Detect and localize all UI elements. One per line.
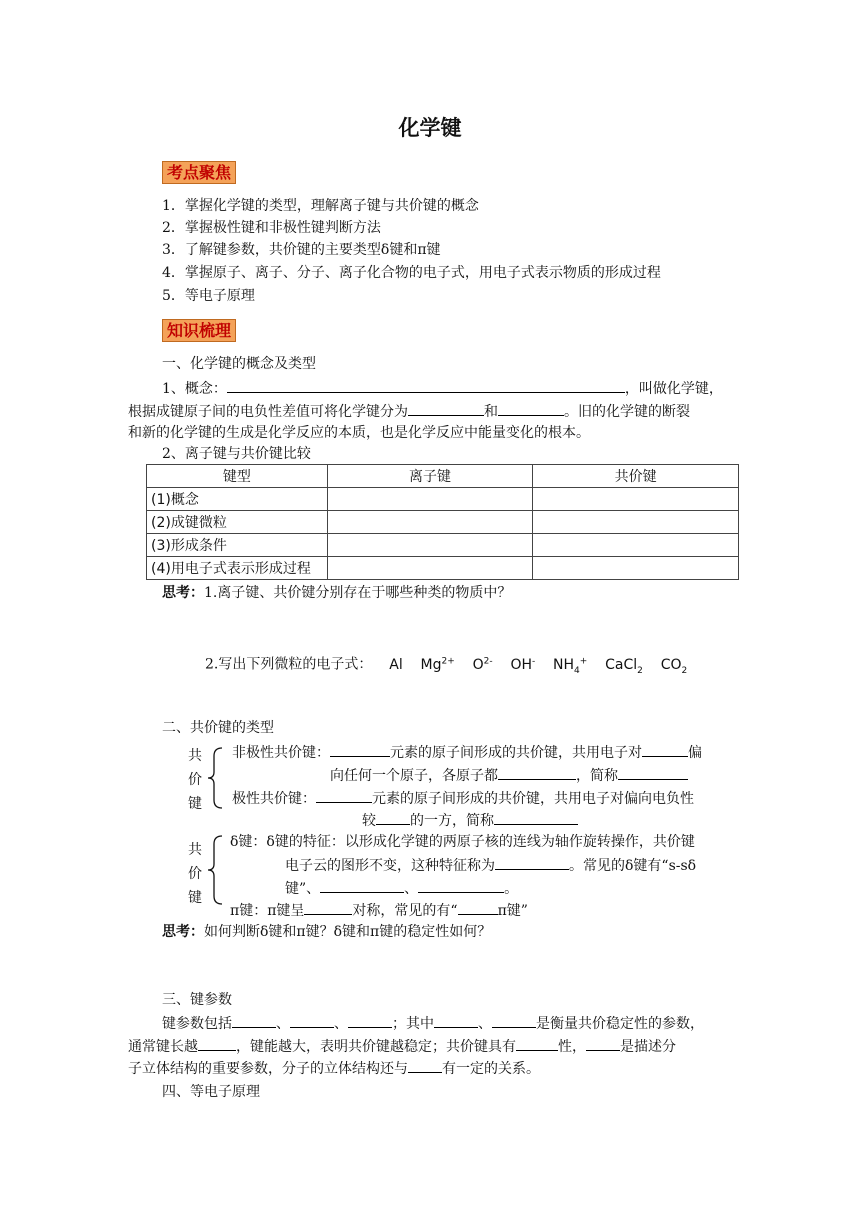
fill-blank	[418, 878, 504, 893]
char: 价	[188, 772, 202, 788]
knowledge-tag-label: 知识梳理	[162, 319, 236, 342]
focus-item: 4．掌握原子、离子、分子、离子化合物的电子式，用电子式表示物质的形成过程	[162, 265, 661, 281]
row-label: (2)成键微粒	[147, 511, 328, 534]
empty-cell	[327, 557, 533, 580]
fill-blank	[618, 765, 688, 780]
species-list	[389, 656, 688, 676]
table-row	[147, 534, 739, 557]
table-row	[147, 557, 739, 580]
focus-tag	[162, 160, 236, 183]
char: 键	[188, 796, 202, 812]
species-item: NH	[553, 656, 575, 673]
row-label: (4)用电子式表示形成过程	[147, 557, 328, 580]
think-label: 思考：	[162, 924, 204, 940]
fill-blank	[408, 1058, 442, 1073]
sigma-line-1: δ键：δ键的特征：以形成化学键的两原子核的连线为轴作旋转操作，共价键	[230, 834, 695, 850]
focus-item: 3．了解键参数，共价键的主要类型δ键和π键	[162, 242, 441, 258]
text: 和	[484, 404, 498, 420]
text: 性，	[558, 1039, 586, 1055]
fill-blank	[232, 1013, 276, 1028]
text: 极性共价键：	[232, 791, 316, 807]
fill-blank	[304, 900, 352, 915]
text: 、	[404, 881, 419, 897]
text: π键：π键呈	[230, 903, 305, 919]
fill-blank	[586, 1036, 620, 1051]
fill-blank	[227, 378, 625, 393]
text: 向任何一个原子，各原子都	[330, 768, 498, 784]
text: 对称，常见的有“	[352, 903, 458, 919]
params-line-3	[128, 1058, 540, 1079]
focus-item: 1．掌握化学键的类型，理解离子键与共价键的概念	[162, 198, 479, 214]
text: 、	[334, 1016, 348, 1032]
text: 的一方，简称	[410, 813, 494, 829]
concept-lead: 1、概念：	[162, 381, 227, 397]
electron-formula-line	[205, 651, 687, 680]
section-heading: 二、共价键的类型	[162, 720, 274, 736]
table-row	[147, 488, 739, 511]
empty-cell	[533, 534, 739, 557]
fill-blank	[494, 810, 578, 825]
text: 通常键长越	[128, 1039, 198, 1055]
fill-blank	[492, 1013, 536, 1028]
pi-line	[230, 900, 528, 921]
text: 非极性共价键：	[232, 745, 330, 761]
focus-tag-label: 考点聚焦	[162, 161, 236, 184]
text: ，键能越大，表明共价键越稳定；共价键具有	[236, 1039, 516, 1055]
text: 较	[362, 813, 376, 829]
text: 键”、	[285, 881, 321, 897]
sigma-line-3	[285, 878, 518, 899]
text: 是衡量共价稳定性的参数，	[536, 1016, 704, 1032]
species-item: CaCl	[605, 656, 638, 673]
fill-blank	[198, 1036, 236, 1051]
brace-label	[187, 744, 203, 816]
table-row	[147, 511, 739, 534]
polar-line-1	[232, 788, 694, 809]
row-label: (1)概念	[147, 488, 328, 511]
text: 。	[504, 881, 519, 897]
fill-blank	[642, 742, 688, 757]
focus-item: 2．掌握极性键和非极性键判断方法	[162, 220, 381, 236]
empty-cell	[533, 557, 739, 580]
fill-blank	[290, 1013, 334, 1028]
table-header-cell: 共价键	[533, 465, 739, 488]
left-brace-icon	[206, 746, 224, 810]
page-title: 化学键	[398, 115, 462, 140]
species-item: Mg	[420, 656, 442, 673]
species-item: CO	[660, 656, 682, 673]
char: 共	[188, 748, 202, 764]
fill-blank	[408, 401, 484, 416]
text: 子立体结构的重要参数，分子的立体结构还与	[128, 1061, 408, 1077]
text: ，简称	[576, 768, 618, 784]
empty-cell	[533, 511, 739, 534]
text: 元素的原子间形成的共价键，共用电子对	[390, 745, 642, 761]
table-header-cell: 键型	[147, 465, 328, 488]
sigma-line-2	[285, 855, 696, 876]
char: 键	[188, 890, 202, 906]
text: 电子云的图形不变，这种特征称为	[285, 858, 495, 874]
text: ；其中	[392, 1016, 434, 1032]
char: 共	[188, 842, 202, 858]
comparison-table	[146, 464, 739, 580]
think-question: 如何判断δ键和π键？δ键和π键的稳定性如何？	[204, 924, 492, 940]
text: 有一定的关系。	[442, 1061, 540, 1077]
brace-label	[187, 838, 203, 910]
knowledge-tag	[162, 318, 236, 341]
table-header-cell: 离子键	[327, 465, 533, 488]
nonpolar-line-2	[330, 765, 688, 786]
text: 。常见的δ键有“s-sδ	[569, 858, 697, 874]
fill-blank	[320, 878, 404, 893]
concept-tail: ，叫做化学键，	[624, 381, 723, 397]
fill-blank	[498, 401, 564, 416]
fill-blank	[348, 1013, 392, 1028]
compare-heading: 2、离子键与共价键比较	[162, 446, 311, 462]
empty-cell	[327, 488, 533, 511]
text: 偏	[688, 745, 702, 761]
text: 2.写出下列微粒的电子式：	[205, 656, 373, 673]
char: 价	[188, 866, 202, 882]
section-heading: 三、键参数	[162, 992, 232, 1008]
table-header-row	[147, 465, 739, 488]
think-line-2	[162, 922, 491, 942]
classification-line	[128, 401, 690, 422]
text: 、	[276, 1016, 290, 1032]
concept-line	[162, 378, 723, 399]
charge: 2-	[483, 656, 493, 666]
fill-blank	[498, 765, 576, 780]
fill-blank	[330, 742, 390, 757]
fill-blank	[434, 1013, 478, 1028]
text: 元素的原子间形成的共价键，共用电子对偏向电负性	[372, 791, 694, 807]
subscript: 2	[637, 665, 643, 676]
species-item: Al	[389, 656, 403, 673]
fill-blank	[458, 900, 498, 915]
fill-blank	[316, 788, 372, 803]
essence-line: 和新的化学键的生成是化学反应的本质，也是化学反应中能量变化的根本。	[128, 425, 590, 441]
section-heading: 一、化学键的概念及类型	[162, 356, 316, 372]
text: 、	[478, 1016, 492, 1032]
text: 键参数包括	[162, 1016, 232, 1032]
subscript: 2	[681, 665, 688, 676]
charge: +	[579, 656, 588, 666]
charge: 2+	[441, 656, 455, 666]
params-line-2	[128, 1036, 676, 1057]
row-label: (3)形成条件	[147, 534, 328, 557]
think-line-1	[162, 583, 511, 603]
think-label: 思考：	[162, 585, 204, 601]
focus-item: 5．等电子原理	[162, 288, 255, 304]
polar-line-2	[362, 810, 578, 831]
empty-cell	[327, 511, 533, 534]
text: 。旧的化学键的断裂	[564, 404, 690, 420]
subscript: 4	[574, 665, 580, 676]
fill-blank	[495, 855, 569, 870]
think-question: 1.离子键、共价键分别存在于哪些种类的物质中？	[204, 585, 512, 601]
species-item: OH	[510, 656, 532, 673]
text: 是描述分	[620, 1039, 676, 1055]
charge: -	[531, 656, 536, 666]
params-line-1	[162, 1013, 704, 1034]
species-item: O	[472, 656, 484, 673]
empty-cell	[533, 488, 739, 511]
empty-cell	[327, 534, 533, 557]
text: π键”	[497, 903, 528, 919]
section-heading: 四、等电子原理	[162, 1084, 260, 1100]
text: 根据成键原子间的电负性差值可将化学键分为	[128, 404, 408, 420]
fill-blank	[516, 1036, 558, 1051]
left-brace-icon	[206, 834, 224, 906]
nonpolar-line-1	[232, 742, 702, 763]
fill-blank	[376, 810, 410, 825]
